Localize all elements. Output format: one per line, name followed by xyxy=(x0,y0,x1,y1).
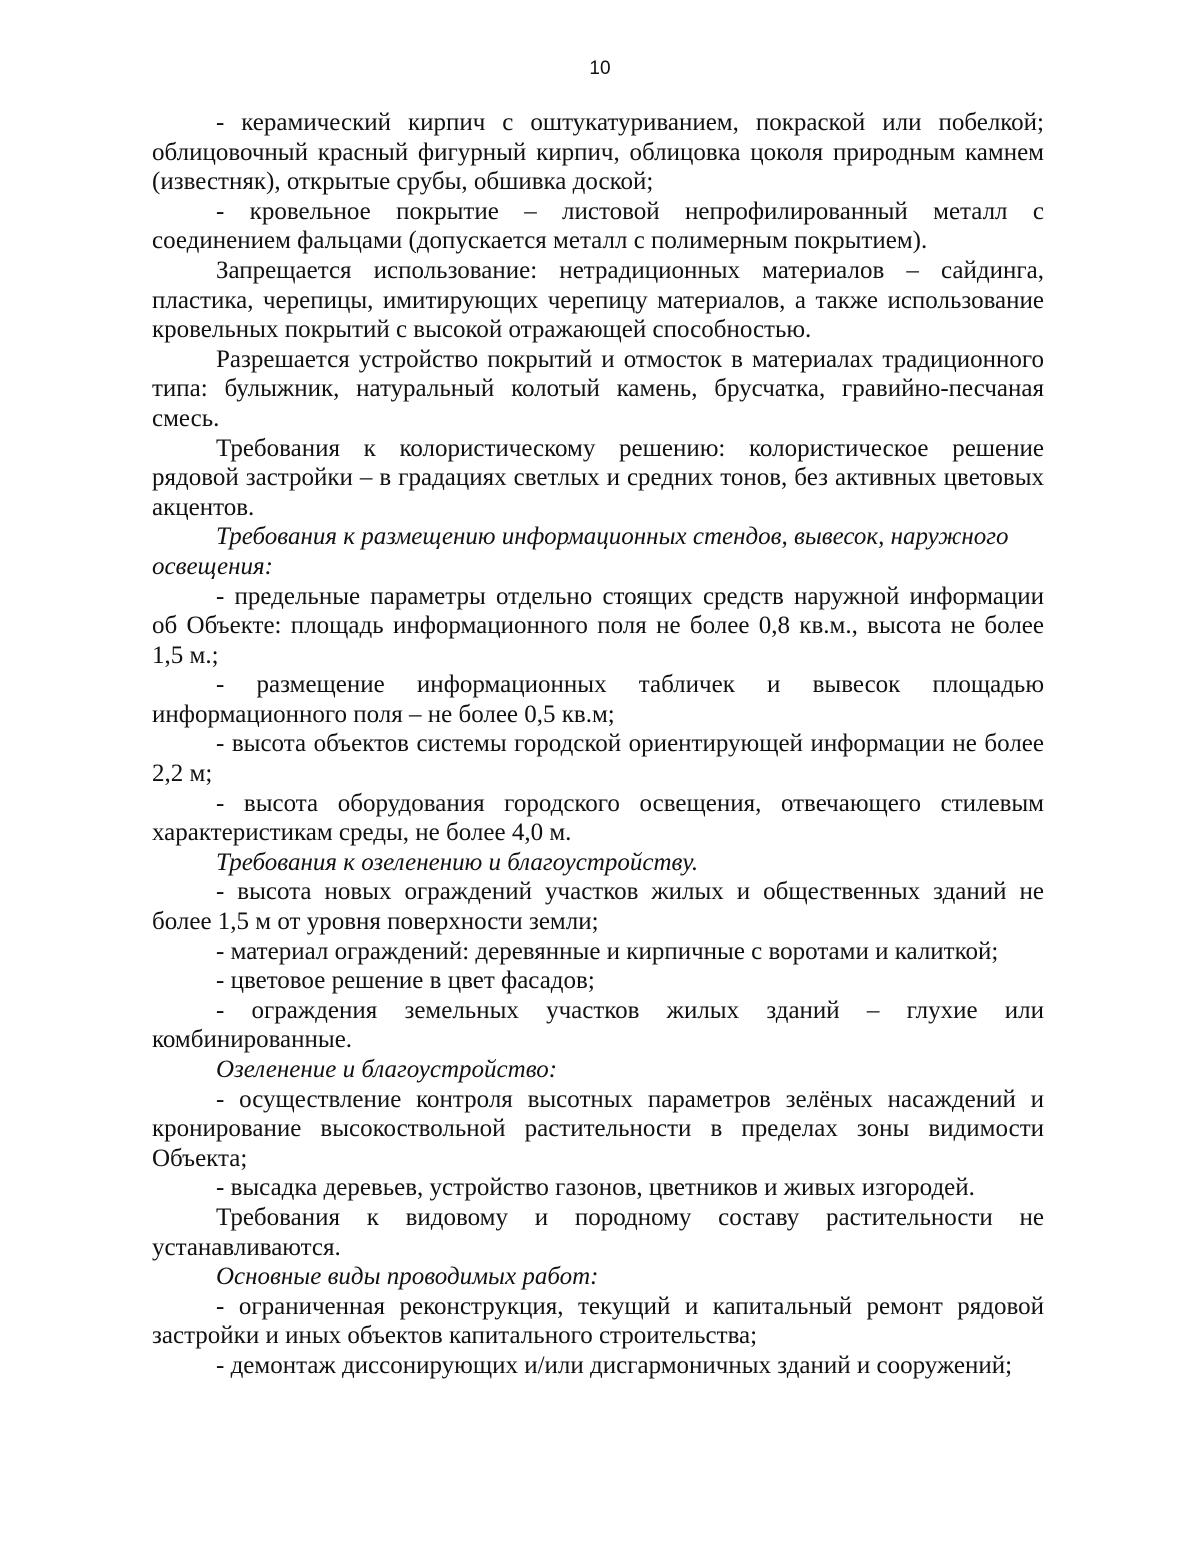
paragraph-color-requirements: Требования к колористическому решению: колористическое решение рядовой застройки – в градациях светлых и средних тонов, без активных цветовых акцентов. xyxy=(152,434,1044,521)
document-body xyxy=(152,108,1044,1381)
paragraph-orientation-info-height: - высота объектов системы городской ориентирующей информации не более 2,2 м; xyxy=(152,730,1044,788)
paragraph-plates-placement: - размещение информационных табличек и вывесок площадью информационного поля – не более 0,5 кв.м; xyxy=(152,671,1044,728)
paragraph-demolition: - демонтаж диссонирующих и/или дисгармоничных зданий и сооружений; xyxy=(216,1351,1013,1379)
paragraph-facade-materials: - керамический кирпич с оштукатуриванием, покраской или побелкой; облицовочный красный фигурный кирпич, облицовка цоколя природным камнем (известняк), открытые срубы, обшивка доской; xyxy=(152,109,1044,196)
paragraph-fence-color: - цветовое решение в цвет фасадов; xyxy=(216,967,595,995)
heading-landscaping: Озеленение и благоустройство: xyxy=(216,1056,558,1083)
heading-signage-requirements: Требования к размещению информационных стендов, вывесок, наружного освещения: xyxy=(152,523,1009,580)
paragraph-planting: - высадка деревьев, устройство газонов, цветников и живых изгородей. xyxy=(216,1174,975,1202)
paragraph-vegetation-composition: Требования к видовому и породному составу растительности не устанавливаются. xyxy=(152,1203,1044,1261)
paragraph-fence-material: - материал ограждений: деревянные и кирпичные с воротами и калиткой; xyxy=(216,937,999,965)
paragraph-lighting-height: - высота оборудования городского освещения, отвечающего стилевым характеристикам среды, не более 4,0 м. xyxy=(152,789,1044,847)
paragraph-tree-control: - осуществление контроля высотных параметров зелёных насаждений и кронирование высокоствольной растительности в пределах зоны видимости Объекта; xyxy=(152,1085,1044,1172)
paragraph-fence-type: - ограждения земельных участков жилых зданий – глухие или комбинированные. xyxy=(152,996,1044,1054)
page-number: 10 xyxy=(589,58,611,79)
paragraph-roof-covering: - кровельное покрытие – листовой непрофилированный металл с соединением фальцами (допускается металл с полимерным покрытием). xyxy=(152,197,1044,255)
heading-main-works: Основные виды проводимых работ: xyxy=(216,1263,599,1291)
paragraph-prohibited-materials: Запрещается использование: нетрадиционных материалов – сайдинга, пластика, черепицы, имитирующих черепицу материалов, а также использование кровельных покрытий с высокой отражающей способностью. xyxy=(152,256,1044,344)
paragraph-signage-limits: - предельные параметры отдельно стоящих средств наружной информации об Объекте: площадь информационного поля не более 0,8 кв.м., высота не более 1,5 м.; xyxy=(152,582,1044,669)
paragraph-reconstruction: - ограниченная реконструкция, текущий и капитальный ремонт рядовой застройки и иных объектов капитального строительства; xyxy=(152,1292,1044,1350)
heading-landscaping-requirements: Требования к озеленению и благоустройству. xyxy=(216,848,699,876)
paragraph-fence-height: - высота новых ограждений участков жилых и общественных зданий не более 1,5 м от уровня поверхности земли; xyxy=(152,878,1044,936)
paragraph-allowed-pavement: Разрешается устройство покрытий и отмосток в материалах традиционного типа: булыжник, натуральный колотый камень, брусчатка, гравийно-песчаная смесь. xyxy=(152,345,1044,432)
